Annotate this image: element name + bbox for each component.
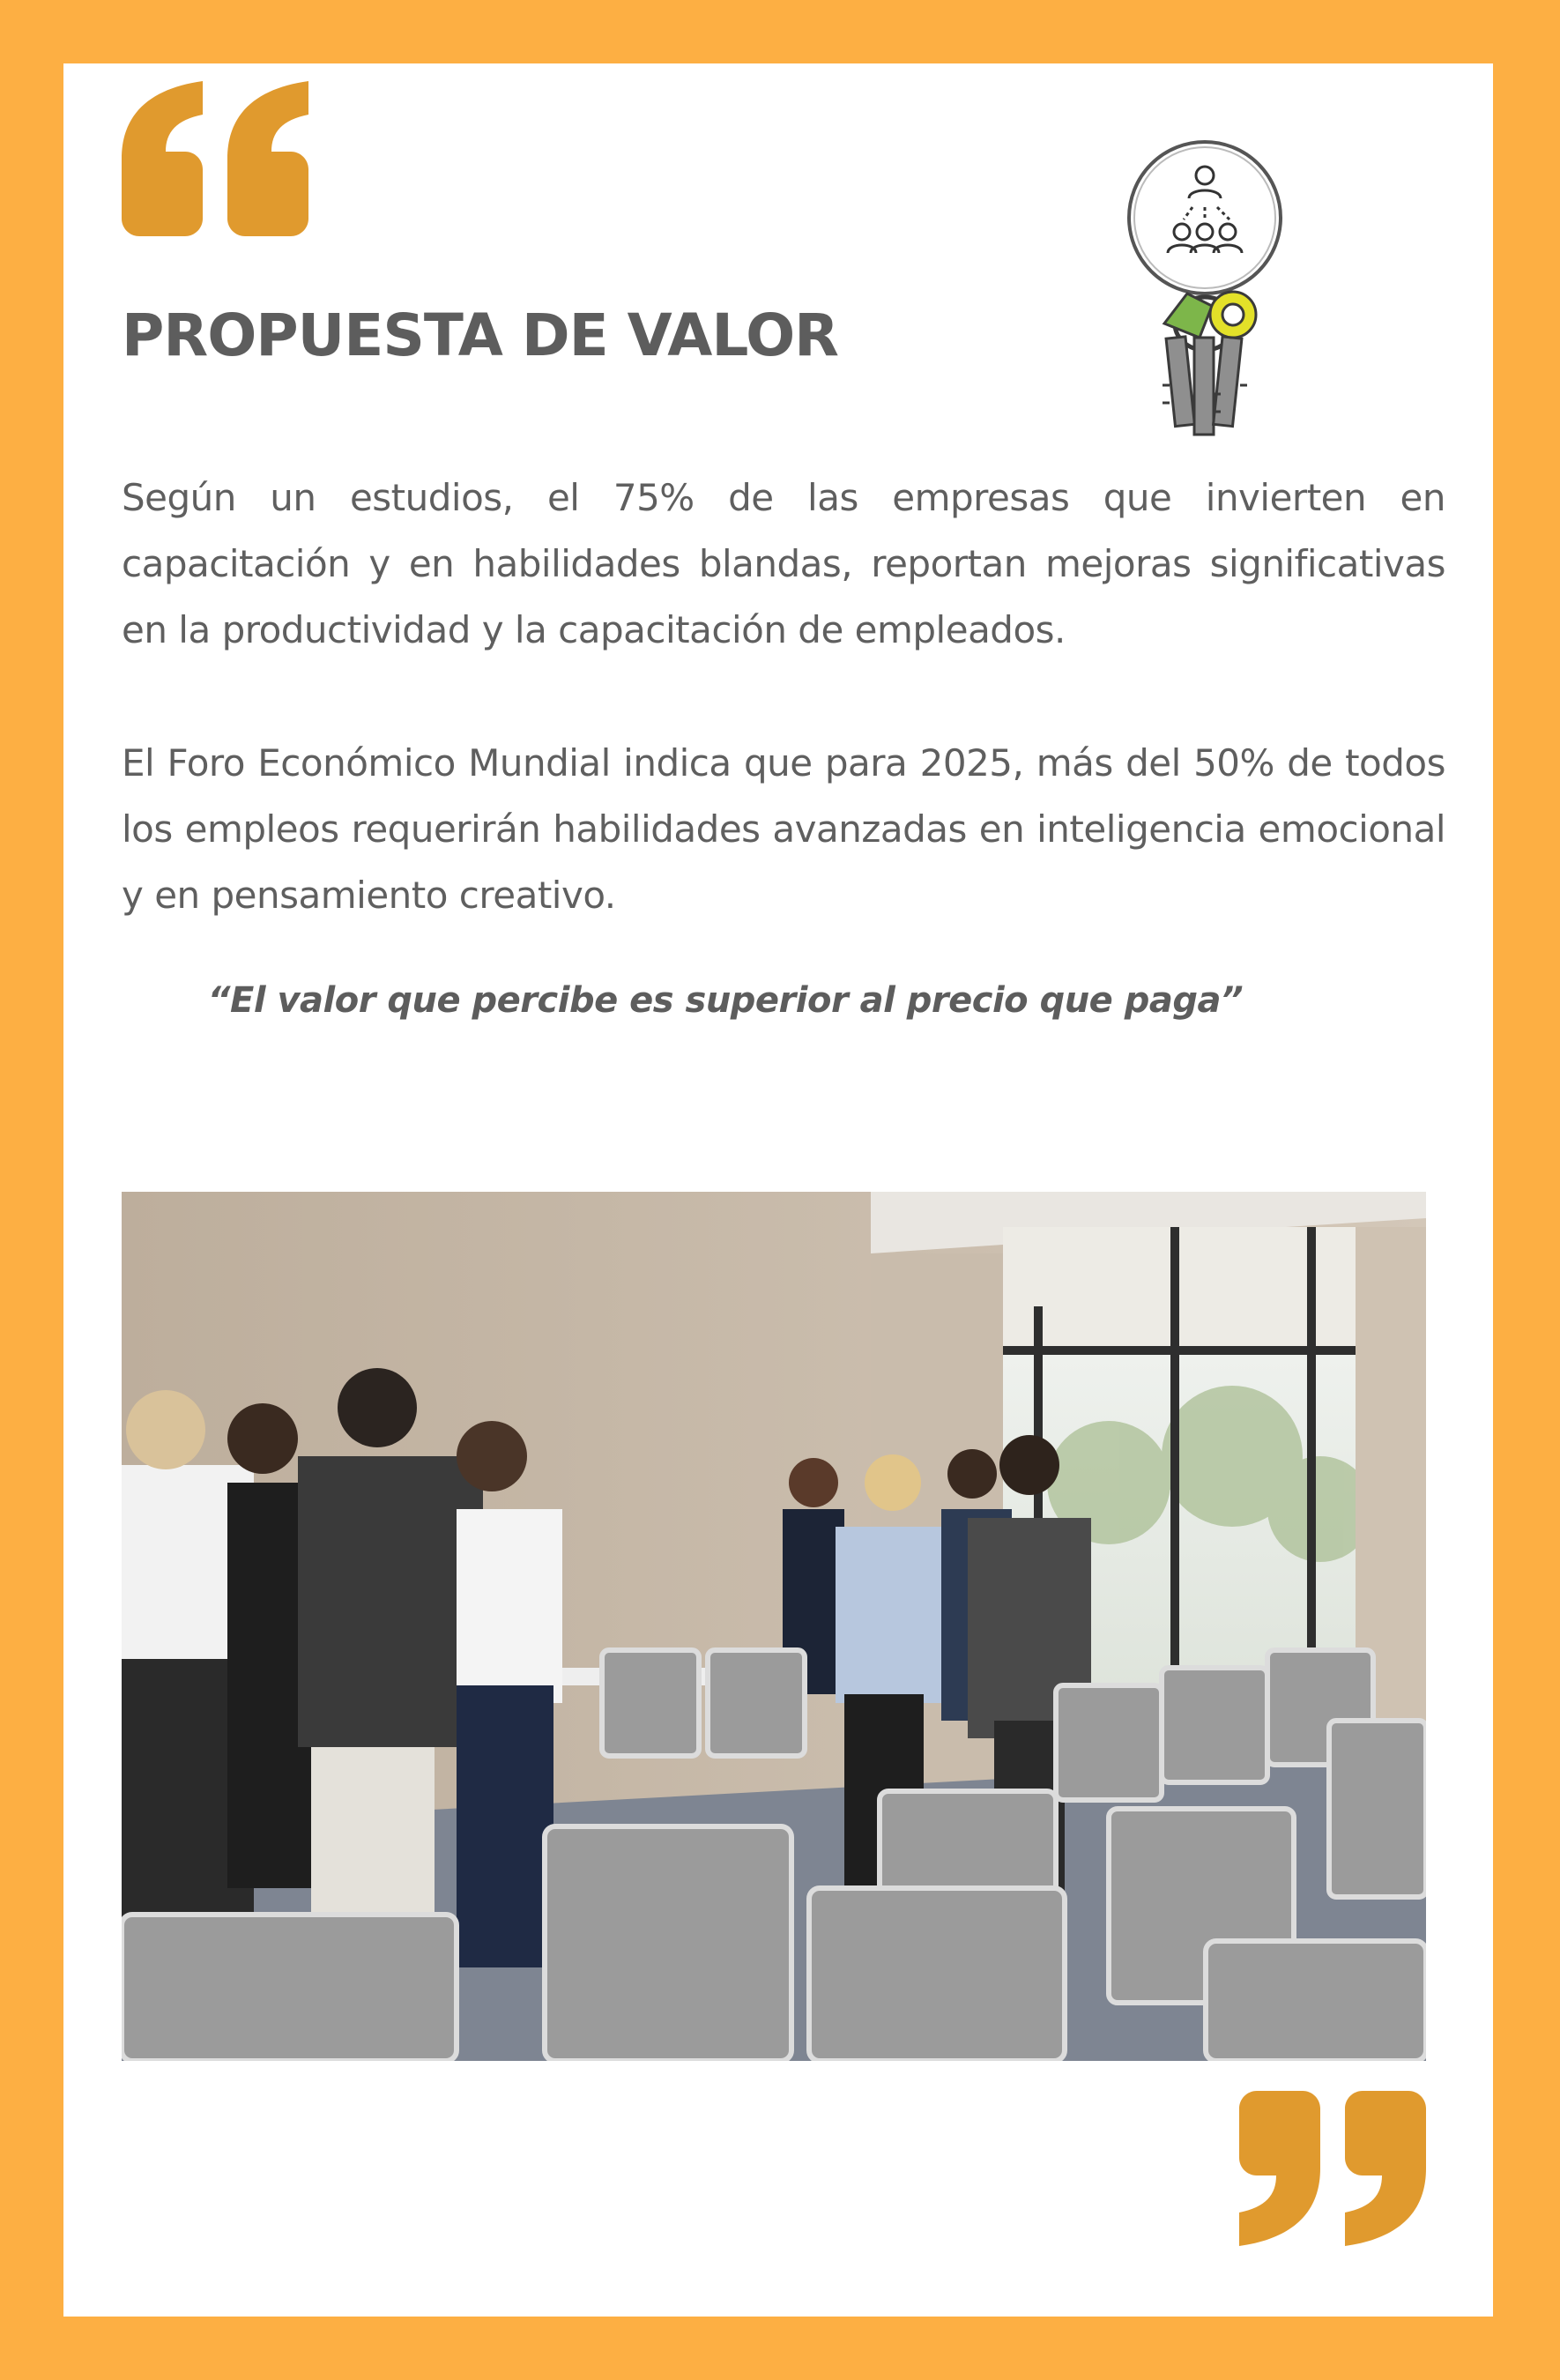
page-title: PROPUESTA DE VALOR [122,301,838,369]
paragraph-statistics-2: El Foro Económico Mundial indica que para 2025, más del 50% de todos los empleos requerirán habilidades avanzadas en inteligencia emocional y en pensamiento creativo. [122,741,1445,917]
paragraph-statistics-1: Según un estudios, el 75% de las empresas que invierten en capacitación y en habilidades blandas, reportan mejoras significativas en la productividad y la capacitación de empleados. [122,476,1445,651]
value-tagline: “El valor que percibe es superior al precio que paga” [207,980,1244,1021]
meeting-room-photo [122,1192,1426,2061]
page-card [63,63,1493,2317]
team-keys-badge-icon [1108,121,1302,456]
opening-quote-mark-icon [122,81,308,236]
closing-quote-mark-icon [1239,2091,1426,2246]
